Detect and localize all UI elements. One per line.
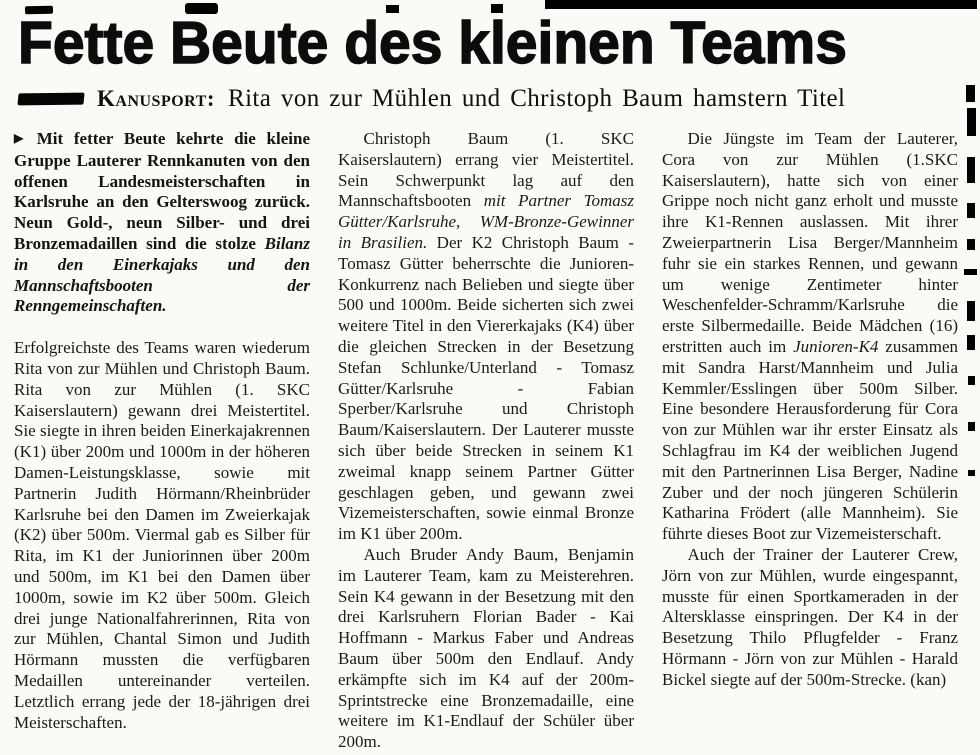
paragraph bbox=[338, 129, 634, 545]
text-run: Auch der Trainer der Lauterer Crew, Jörn von zur Mühlen, wurde eingespannt, musste für einen Sportkameraden in der Altersklasse einspringen. Der K4 in der Besetzung Thilo Pflugfelder - Franz Hörmann - Jörn von zur Mühlen - Harald Bickel siegte auf der 500m-Strecke. (kan) bbox=[662, 544, 958, 689]
paragraph bbox=[662, 129, 958, 545]
column-3 bbox=[662, 129, 958, 691]
text-run: Bilanz in den Einerkajaks und den Mannschaftsbooten der Renngemeinschaften. bbox=[14, 233, 310, 316]
scan-artifact-right bbox=[968, 376, 975, 385]
scan-artifact-right bbox=[966, 85, 975, 102]
text-run: Mit fetter Beute kehrte die kleine Gruppe Lauterer Rennkanuten von den offenen Landesmeisterschaften in Karlsruhe an den Gelterswoog zurück. Neun Gold-, neun Silber- und drei Bronzemadaillen sind die stolze bbox=[14, 129, 310, 253]
text-run: Junioren-K4 bbox=[793, 336, 879, 356]
scan-artifact-right bbox=[968, 470, 975, 476]
kicker-category: Kanusport: bbox=[97, 86, 215, 111]
article-body bbox=[0, 113, 980, 753]
article-header bbox=[0, 9, 980, 113]
kicker-headline: Rita von zur Mühlen und Christoph Baum hamstern Titel bbox=[228, 85, 846, 112]
scan-artifact-right bbox=[967, 239, 975, 250]
scan-artifact-right bbox=[967, 301, 975, 321]
headline: Fette Beute des kleinen Teams bbox=[18, 9, 847, 77]
text-run: Christoph Baum (1. SKC Kaiserslautern) errang vier Meistertitel. Sein Schwerpunkt lag auf den Mannschaftsbooten bbox=[338, 129, 634, 211]
paragraph bbox=[14, 338, 310, 733]
column-1 bbox=[14, 129, 310, 733]
scan-artifact-right bbox=[967, 108, 976, 136]
text-run: Die Jüngste im Team der Lauterer, Cora von zur Mühlen (1.SKC Kaiserslautern), hatte sich von einer Grippe noch nicht ganz erholt und musste ihre K1-Rennen auslassen. Mit ihrer Zweierpartnerin Lisa Berger/Mannheim fuhr sie ein starkes Rennen, und gewann um wenige Zentimeter hinter Weschenfelder-Schramm/Karlsruhe die erste Silbermedaille. Beide Mädchen (16) erstritten auch im bbox=[662, 129, 958, 356]
scan-artifact-right bbox=[968, 422, 975, 431]
paragraph bbox=[338, 545, 634, 753]
scan-artifact-right bbox=[967, 335, 975, 350]
kicker-row bbox=[18, 85, 980, 113]
paragraph bbox=[14, 129, 310, 317]
scan-artifact-right bbox=[967, 157, 975, 183]
text-run: Der K2 Christoph Baum - Tomasz Gütter beherrschte die Junioren-Konkurrenz nach Belieben und siegte über 500 und 1000m. Beide sicherten sich zwei weitere Titel in den Viererkajaks (K4) über die gleichen Strecken in der Besetzung Stefan Schlunke/Unterland - Tomasz Gütter/Karlsruhe - Fabian Sperber/Karlsruhe und Christoph Baum/Kaiserslautern. Der Lauterer musste sich über beide Strecken in seinem K1 zweimal knapp seinem Partner Gütter geschlagen geben, und gewann zwei Vizemeisterschaften, sowie einmal Bronze im K1 über 200m. bbox=[338, 232, 635, 544]
kicker-bar-mark bbox=[17, 93, 84, 106]
text-run: Auch Bruder Andy Baum, Benjamin im Lauterer Team, kam zu Meisterehren. Sein K4 gewann in der Besetzung mit den drei Karlsruhern Florian Bader - Kai Hoffmann - Markus Faber und Andreas Baum über 500m den Endlauf. Andy erkämpfte sich im K4 auf der 200m-Sprintstrecke eine Bronzemadaille, eine weitere im K1-Endlauf der Schüler über 200m. bbox=[338, 544, 634, 752]
text-run: Erfolgreichste des Teams waren wiederum Rita von zur Mühlen und Christoph Baum. Rita von zur Mühlen (1. SKC Kaiserslautern) gewann drei Meistertitel. Sie siegte in ihren beiden Einerkajakrennen (K1) über 200m und 1000m in der höheren Damen-Leistungsklasse, sowie mit Partnerin Judith Hörmann/Rheinbrüder Karlsruhe bei den Damen im Zweierkajak (K2) über 500m. Viermal gab es Silber für Rita, im K1 der Juniorinnen über 200m und 500m, im K1 bei den Damen über 1000m, sowie im K2 über 500m. Gleich drei junge Nationalfahrerinnen, Rita von zur Mühlen, Chantal Simon und Judith Hörmann mussten die verfügbaren Medaillen untereinander verteilen. Letztlich errang jede der 18-jährigen drei Meisterschaften. bbox=[14, 338, 310, 732]
text-run: zusammen mit Sandra Harst/Mannheim und Julia Kemmler/Esslingen über 500m Silber. Eine besondere Herausforderung für Cora von zur Mühlen war ihr erster Einsatz als Schlagfrau im K4 der weiblichen Jugend mit den Partnerinnen Lisa Berger, Nadine Zuber und der noch jüngeren Schülerin Katharina Frödert (alle Mannheim). Sie führte dieses Boot zur Vizemeisterschaft. bbox=[662, 336, 958, 544]
scan-artifact-top-bar bbox=[545, 0, 977, 9]
scan-artifact-right bbox=[967, 203, 975, 218]
lead-arrow-icon: ▶ bbox=[14, 131, 30, 145]
paragraph bbox=[662, 545, 958, 691]
scan-artifact-right bbox=[964, 269, 977, 275]
column-2 bbox=[338, 129, 634, 753]
text-run: mit Partner Tomasz Gütter/Karlsruhe, WM-Bronze-Gewinner in Brasilien. bbox=[338, 191, 635, 252]
